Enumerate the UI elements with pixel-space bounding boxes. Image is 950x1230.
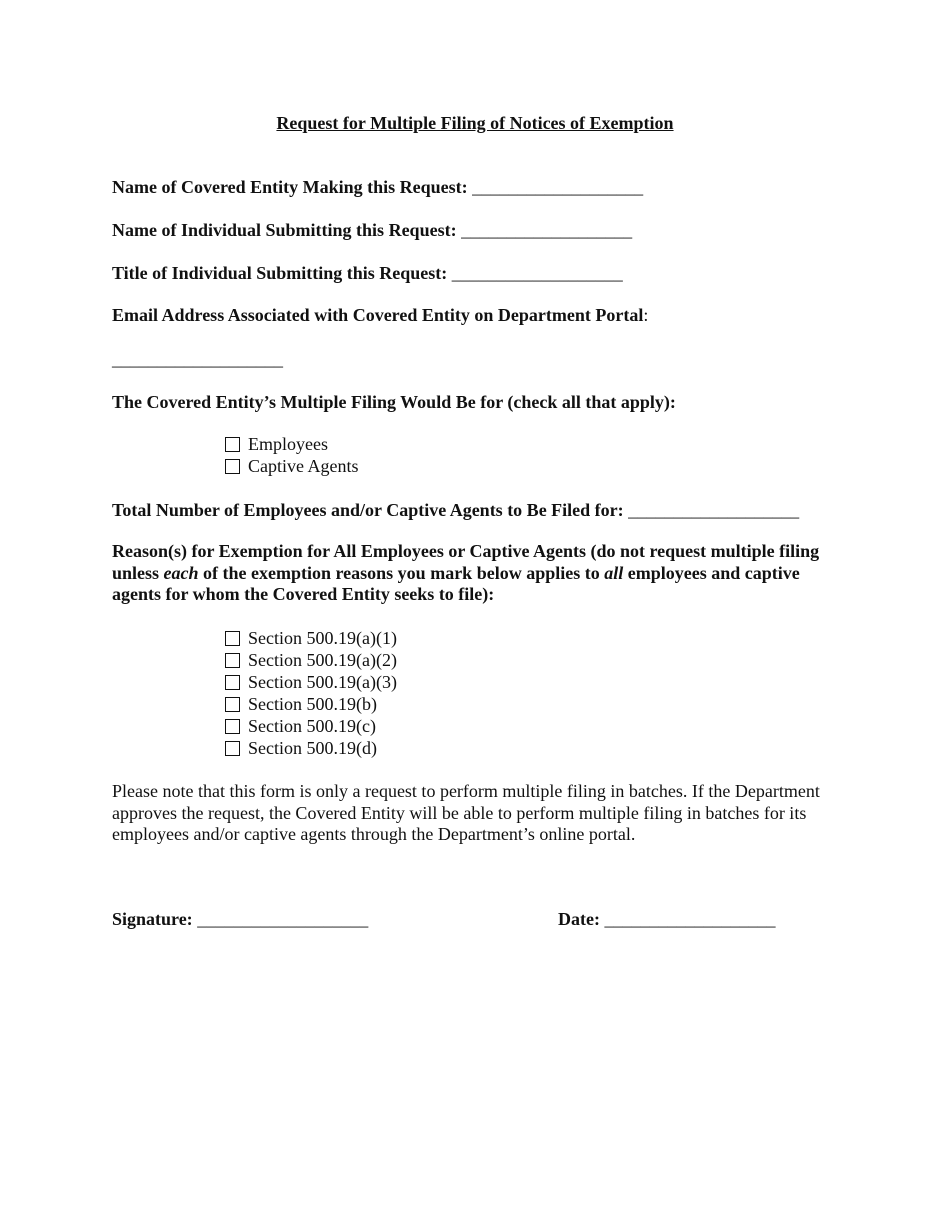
total-row [112,499,799,521]
reason-c-label: Section 500.19(c) [248,716,376,736]
reasons-heading-text-3: employees and captive agents for whom the Covered Entity seeks to file): [112,562,800,604]
individual-title-row [112,262,623,284]
individual-title-label: Title of Individual Submitting this Request: [112,263,448,283]
reason-option-a3[interactable] [225,671,397,693]
individual-name-label: Name of Individual Submitting this Request: [112,220,457,240]
date-label: Date: [558,909,600,929]
reason-option-c[interactable] [225,715,376,737]
reasons-heading-text-1: Reason(s) for Exemption for All Employees or Captive Agents (do not request multiple filing unless [112,541,820,583]
entity-name-row [112,176,643,198]
email-label: Email Address Associated with Covered Entity on Department Portal [112,305,644,325]
email-field[interactable]: ___________________ [112,349,283,369]
signature-field[interactable]: ___________________ [197,909,369,929]
individual-title-field[interactable]: ___________________ [451,263,623,283]
captive-agents-label: Captive Agents [248,456,359,476]
employees-checkbox[interactable] [225,437,240,452]
reason-a2-label: Section 500.19(a)(2) [248,650,397,670]
entity-name-label: Name of Covered Entity Making this Request: [112,177,468,197]
entity-name-field[interactable]: ___________________ [472,177,644,197]
reasons-heading-each: each [163,562,199,583]
reason-b-label: Section 500.19(b) [248,694,377,714]
total-field[interactable]: ___________________ [628,500,800,520]
reason-a1-checkbox[interactable] [225,631,240,646]
captive-agents-checkbox[interactable] [225,459,240,474]
reason-option-a1[interactable] [225,627,397,649]
reason-a1-label: Section 500.19(a)(1) [248,628,397,648]
filing-option-employees[interactable] [225,433,328,455]
reason-a2-checkbox[interactable] [225,653,240,668]
reasons-heading-all: all [604,562,624,583]
reason-d-label: Section 500.19(d) [248,738,377,758]
email-colon: : [643,305,649,325]
individual-name-field[interactable]: ___________________ [461,220,633,240]
reasons-heading [112,541,832,606]
email-row [112,304,648,326]
reason-option-d[interactable] [225,737,377,759]
date-row [558,908,775,930]
reasons-heading-text-2: of the exemption reasons you mark below applies to [198,562,605,583]
page-title: Request for Multiple Filing of Notices of Exemption [276,113,674,133]
filing-for-heading: The Covered Entity’s Multiple Filing Would Be for (check all that apply): [112,392,676,412]
reason-option-b[interactable] [225,693,377,715]
reason-b-checkbox[interactable] [225,697,240,712]
reason-d-checkbox[interactable] [225,741,240,756]
filing-option-captive-agents[interactable] [225,455,359,477]
date-field[interactable]: ___________________ [604,909,776,929]
individual-name-row [112,219,632,241]
signature-row [112,908,368,930]
signature-label: Signature: [112,909,193,929]
total-label: Total Number of Employees and/or Captive Agents to Be Filed for: [112,500,624,520]
employees-label: Employees [248,434,328,454]
note-paragraph: Please note that this form is only a request to perform multiple filing in batches. If the Department approves the request, the Covered Entity will be able to perform multiple filing in batches for its employees and/or captive agents through the Department’s online portal. [112,781,820,844]
reason-a3-checkbox[interactable] [225,675,240,690]
reason-c-checkbox[interactable] [225,719,240,734]
reason-option-a2[interactable] [225,649,397,671]
reason-a3-label: Section 500.19(a)(3) [248,672,397,692]
